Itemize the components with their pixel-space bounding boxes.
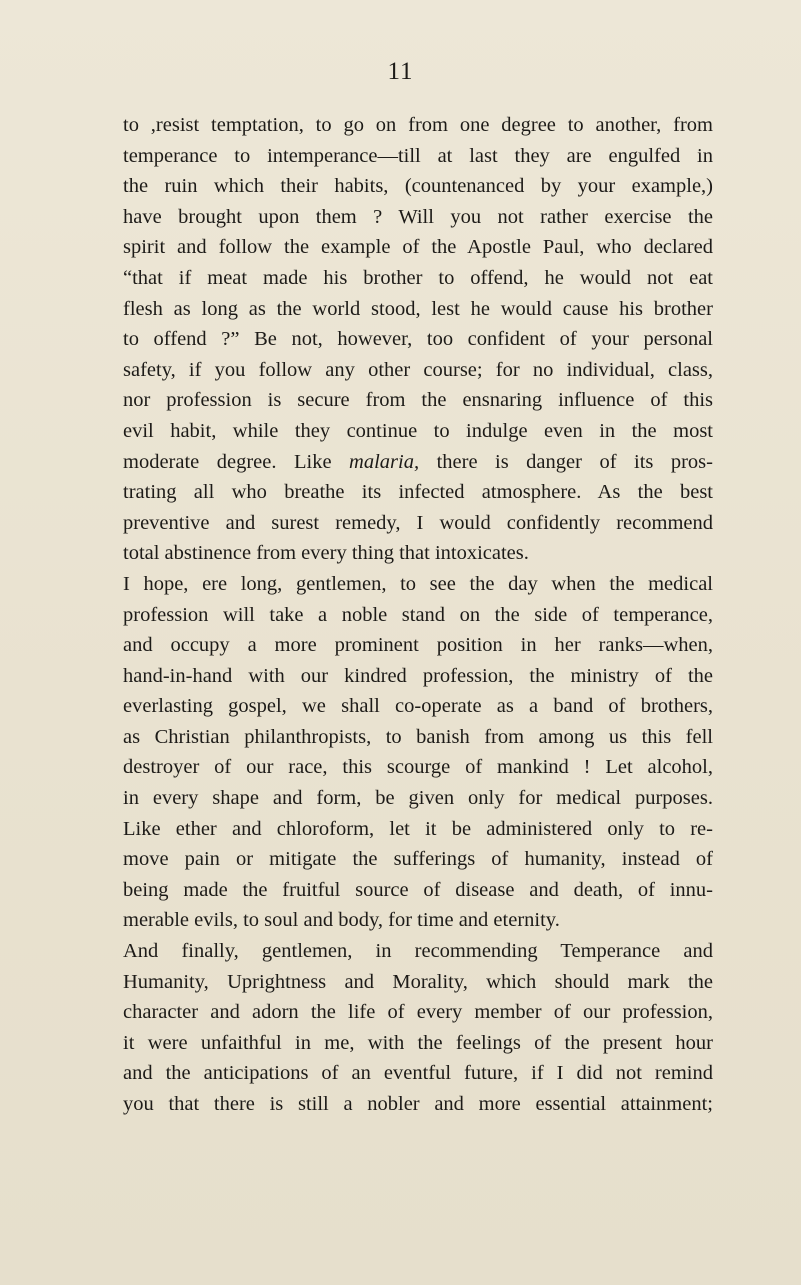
text-line: to ,resist temptation, to go on from one degree to another, from (123, 114, 713, 136)
text-line: profession will take a noble stand on the side of temperance, (123, 603, 713, 626)
text-line: safety, if you follow any other course; for no individual, class, (123, 358, 713, 381)
text-line: you that there is still a nobler and more essential attainment; (123, 1093, 713, 1115)
text-line: as Christian philanthropists, to banish from among us this fell (123, 725, 713, 748)
page-number: 11 (387, 58, 414, 85)
text-line: trating all who breathe its infected atmosphere. As the best (123, 481, 713, 504)
text-line: nor profession is secure from the ensnaring influence of this (123, 389, 713, 412)
text-line: destroyer of our race, this scourge of mankind ! Let alcohol, (123, 756, 713, 779)
text-line: Like ether and chloroform, let it be administered only to re- (123, 817, 713, 840)
text-line: move pain or mitigate the sufferings of humanity, instead of (123, 848, 713, 871)
text-line: and occupy a more prominent position in her ranks—when, (123, 634, 713, 657)
text-line: I hope, ere long, gentlemen, to see the day when the medical (123, 572, 713, 595)
text-line: everlasting gospel, we shall co-operate as a band of brothers, (123, 695, 713, 718)
text-line: evil habit, while they continue to indulge even in the most (123, 419, 713, 442)
text-fragment: moderate degree. Like (123, 450, 350, 473)
text-line: to offend ?” Be not, however, too confident of your personal (123, 328, 713, 351)
body-text (123, 110, 713, 1120)
text-line: And finally, gentlemen, in recommending Temperance and (123, 940, 713, 963)
text-line (123, 447, 713, 478)
italic-term: malaria, (349, 450, 420, 473)
text-line: temperance to intemperance—till at last they are engulfed in (123, 144, 713, 167)
text-line: “that if meat made his brother to offend, he would not eat (123, 266, 713, 289)
text-line: merable evils, to soul and body, for time and eternity. (123, 909, 560, 932)
text-line: flesh as long as the world stood, lest he would cause his brother (123, 297, 713, 320)
text-line: hand-in-hand with our kindred profession, the ministry of the (123, 664, 713, 687)
text-line: spirit and follow the example of the Apostle Paul, who declared (123, 236, 713, 259)
text-line: being made the fruitful source of disease and death, of innu- (123, 878, 713, 901)
text-line: Humanity, Uprightness and Morality, which should mark the (123, 970, 713, 993)
text-line: character and adorn the life of every member of our profession, (123, 1001, 713, 1024)
text-line: in every shape and form, be given only for medical purposes. (123, 787, 713, 810)
text-line: preventive and surest remedy, I would confidently recommend (123, 511, 713, 534)
text-line: have brought upon them ? Will you not rather exercise the (123, 205, 713, 228)
text-line: it were unfaithful in me, with the feelings of the present hour (123, 1031, 713, 1054)
text-line: total abstinence from every thing that intoxicates. (123, 542, 529, 565)
text-fragment: there is danger of its pros- (419, 450, 713, 473)
text-line: the ruin which their habits, (countenanced by your example,) (123, 175, 713, 198)
text-line: and the anticipations of an eventful future, if I did not remind (123, 1062, 713, 1085)
